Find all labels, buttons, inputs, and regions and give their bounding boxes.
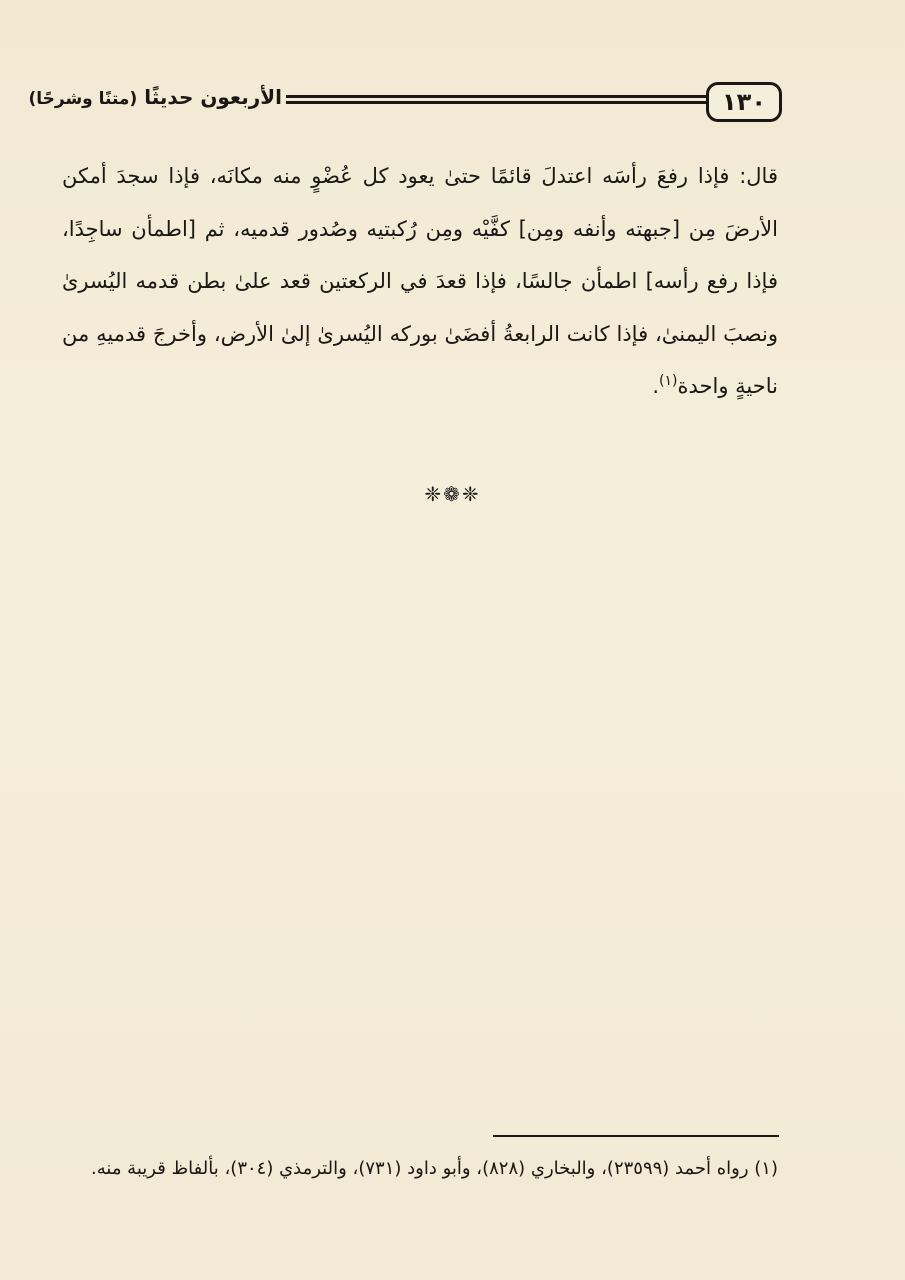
page-number: ١٣٠ — [706, 82, 782, 122]
footnote-separator — [493, 1135, 779, 1137]
closing-period: . — [652, 374, 660, 398]
footnote-reference: (١) — [659, 373, 678, 389]
footnote: (١) رواه أحمد (٢٣٥٩٩)، والبخاري (٨٢٨)، وأبو داود (٧٣١)، والترمذي (٣٠٤)، بألفاظ قريبة منه. — [91, 1158, 778, 1179]
running-title-main: الأربعون حديثًا — [144, 85, 282, 109]
body-paragraph — [62, 150, 778, 413]
header-rule — [286, 95, 706, 103]
body-text: قال: فإذا رفعَ رأسَه اعتدلَ قائمًا حتىٰ يعود كل عُضْوٍ منه مكانَه، فإذا سجدَ أمكن الأرضَ مِن [جبهته وأنفه ومِن] كفَّيْه ومِن رُكبتيه وصُدور قدميه، ثم [اطمأن ساجِدًا، فإذا رفع رأسه] اطمأن جالسًا، فإذا قعدَ في الركعتين قعد علىٰ بطن قدمه اليُسرىٰ ونصبَ اليمنىٰ، فإذا كانت الرابعةُ أفضَىٰ بوركه اليُسرىٰ إلىٰ الأرض، وأخرجَ قدميهِ من ناحيةٍ واحدة — [62, 164, 778, 398]
section-ornament: ❈❁❈ — [424, 482, 481, 506]
page-header — [28, 82, 782, 128]
running-title — [28, 82, 282, 114]
running-title-subtitle: (متنًا وشرحًا) — [28, 89, 138, 109]
